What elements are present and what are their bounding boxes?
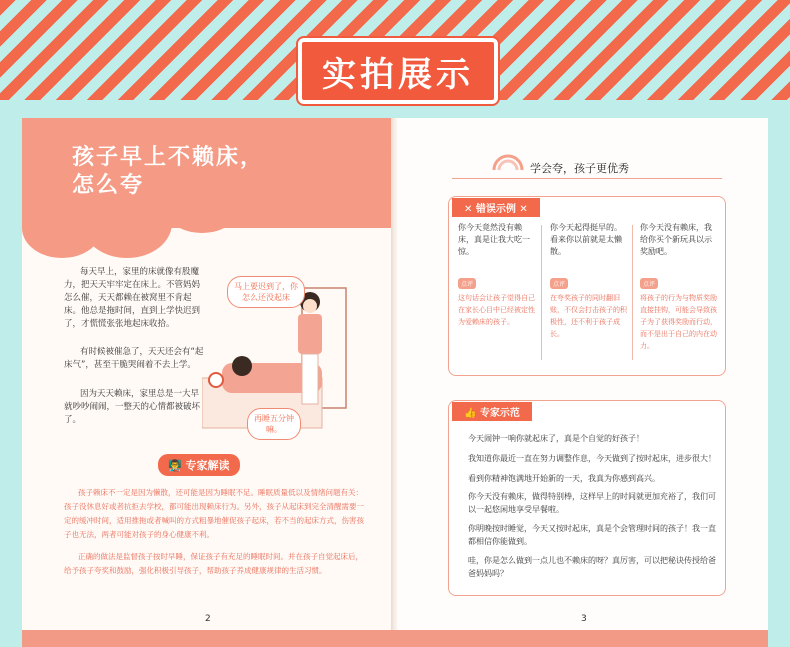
thumbs-up-icon: 👍 xyxy=(464,408,480,419)
right-page-header: 学会夸，孩子更优秀 xyxy=(530,162,629,175)
wrong-comment-3: 将孩子的行为与物质奖励直接挂钩，可能会导致孩子为了获得奖励而行动，而不是出于自己的内在动力。 xyxy=(640,294,717,350)
story-paragraph-2: 有时候被催急了，天天还会有“起床气”，甚至干脆哭闹着不去上学。 xyxy=(64,347,204,370)
expert-demo-tag xyxy=(452,402,532,421)
wrong-comment-2: 在夸奖孩子的同时翻旧账，不仅会打击孩子的积极性，还不利于孩子成长。 xyxy=(550,294,627,338)
left-page xyxy=(22,118,395,647)
mom-speech-bubble: 马上要迟到了，你怎么还没起床 xyxy=(227,276,305,308)
expert-line-5: 你明晚按时睡觉，今天又按时起床，真是个会管理时间的孩子！我一直都相信你能做到。 xyxy=(468,524,716,546)
wrong-quote-3: 你今天没有赖床，我给你买个新玩具以示奖励吧。 xyxy=(640,223,712,256)
comment-tag: 点评 xyxy=(640,278,658,289)
cross-icon: ✕ xyxy=(464,204,476,215)
banner-title: 实拍展示 xyxy=(298,38,498,104)
comment-tag: 点评 xyxy=(550,278,568,289)
wrong-quote-1: 你今天竟然没有赖床，真是让我大吃一惊。 xyxy=(458,223,530,256)
column-divider xyxy=(541,225,542,360)
page-title xyxy=(72,144,264,200)
kid-speech-bubble: 再睡五分钟嘛。 xyxy=(247,408,301,440)
expert-icon: 👨‍🏫 xyxy=(168,459,186,472)
expert-paragraph-2: 正确的做法是监督孩子按时早睡，保证孩子有充足的睡眠时间。并在孩子自觉起床后，给予孩子夸奖和鼓励，强化积极引导孩子，帮助孩子养成健康规律的生活习惯。 xyxy=(64,552,363,575)
expert-line-3: 看到你精神饱满地开始新的一天，我真为你感到高兴。 xyxy=(468,474,660,483)
alarm-clock-icon xyxy=(209,373,223,387)
cross-icon: ✕ xyxy=(515,204,528,215)
expert-line-2: 我知道你最近一直在努力调整作息，今天做到了按时起床，进步很大！ xyxy=(468,454,716,463)
expert-paragraph-1: 孩子赖床不一定是因为懒散，还可能是因为睡眠不足。睡眠质量低以及情绪问题有关：孩子没休息好或者抗拒去学校，都可能出现赖床行为。另外，孩子从起床到完全清醒需要一定的缓冲时间，适用推拖或者喊叫的方式粗暴地催促孩子起床，若不当的起床方式，伤害孩子也无法，两者可能对孩子的身心健康不利。 xyxy=(64,488,364,539)
title-line-2: 怎么夸 xyxy=(72,173,145,198)
column-divider xyxy=(632,225,633,360)
title-line-1: 孩子早上不赖床， xyxy=(72,145,265,170)
page-number: 3 xyxy=(581,614,587,624)
wrong-comment-1: 这句话会让孩子觉得自己在家长心目中已经被定性为爱赖床的孩子。 xyxy=(458,294,535,326)
tag-label: 专家解读 xyxy=(185,459,230,472)
header-divider xyxy=(452,178,722,179)
expert-line-4: 你今天没有赖床，做得特别棒，这样早上的时间就更加充裕了，我们可以一起悠闲地享受早餐啦。 xyxy=(468,492,716,514)
tag-label: 错误示例 xyxy=(475,204,516,215)
comment-tag: 点评 xyxy=(458,278,476,289)
story-paragraph-3: 因为天天赖床，家里总是一大早就吵吵闹闹，一整天的心情都被破坏了。 xyxy=(64,389,201,425)
story-paragraph-1: 每天早上，家里的床就像有股魔力，把天天牢牢定在床上。不管妈妈怎么催，天天都赖在被窝里不肯起床。他总是拖时间，直到上学快迟到了，才慌慌张张地起床收拾。 xyxy=(64,267,201,329)
rainbow-icon xyxy=(490,150,526,172)
expert-line-6: 哇，你是怎么做到一点儿也不赖床的呀？真厉害，可以把秘诀传授给爸爸妈妈吗？ xyxy=(468,556,716,578)
footer-band xyxy=(22,630,768,647)
wrong-example-tag xyxy=(452,198,540,217)
page-number: 2 xyxy=(205,614,211,624)
expert-line-1: 今天闹钟一响你就起床了，真是个自觉的好孩子！ xyxy=(468,434,644,443)
expert-interpretation-tag xyxy=(158,454,240,476)
cloud-bump xyxy=(292,128,392,208)
wrong-quote-2: 你今天起得挺早的。看来你以前就是太懒散。 xyxy=(550,223,622,256)
tag-label: 专家示范 xyxy=(479,408,520,419)
